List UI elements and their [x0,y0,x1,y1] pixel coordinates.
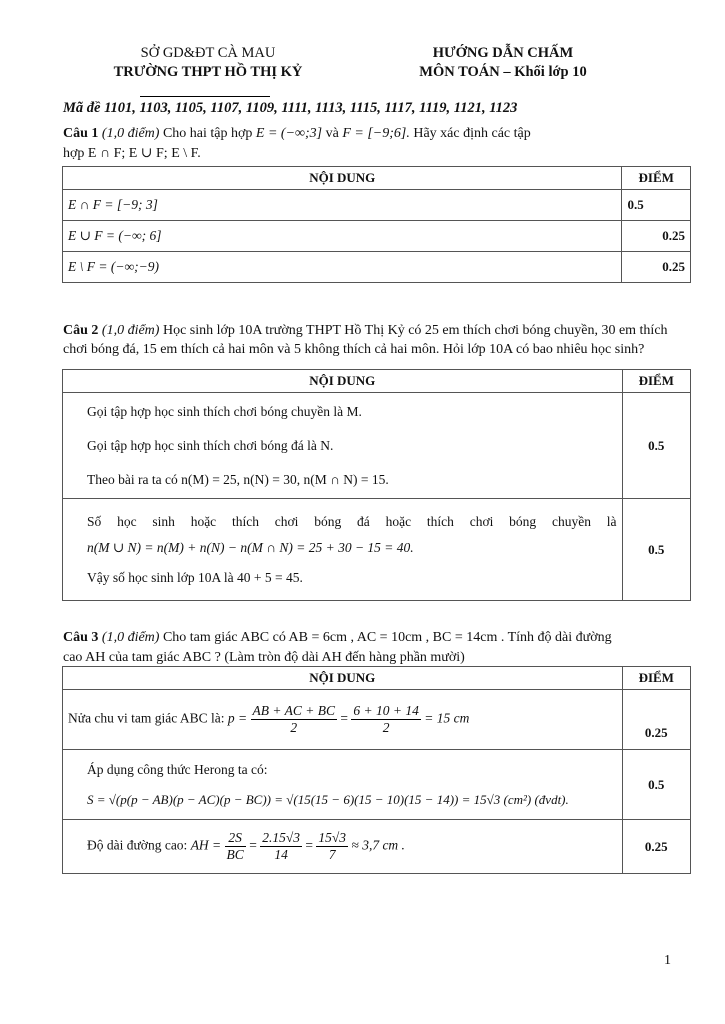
q2-row1-line2: Gọi tập hợp học sinh thích chơi bóng đá là N. [87,437,334,453]
q3-row1-p: p = [227,710,248,726]
q3-row2-formula: S = √(p(p − AB)(p − AC)(p − BC)) = √(15(15 − 6)(15 − 10)(15 − 14)) = 15√3 (cm²) (đvdt). [87,791,569,807]
q1-table [62,166,691,283]
q2-table [62,369,691,601]
q1-row1-points: 0.5 [622,190,691,221]
q1-text-c: hợp E ∩ F; E ∪ F; E \ F. [63,146,201,161]
q3-row3-frac2: $\frac{2.15√3}{14}$ [262,830,300,862]
table-row [63,499,691,601]
q2-content-header: NỘI DUNG [63,370,623,393]
q2-row1-line1: Gọi tập hợp học sinh thích chơi bóng chuyền là M. [87,403,362,419]
department-name: SỞ GD&ĐT CÀ MAU [140,45,276,61]
q2-row1-points: 0.5 [622,393,690,499]
table-row: Độ dài đường cao: AH = $\frac{2S}{BC}$ = $\frac{2.15√3}{14}$ = $\frac{15√3}{7}$ ≈ 3,7 cm . 0.25 [63,820,691,874]
q1-row2-content: E ∪ F = (−∞; 6] [63,221,622,252]
q3-row3-label: Độ dài đường cao: [87,837,188,853]
q3-points-header: ĐIỂM [622,667,690,690]
q2-row1-line3: Theo bài ra ta có n(M) = 25, n(N) = 30, n(M ∩ N) = 15. [87,471,389,487]
q3-table [62,666,691,874]
q3-row2-line1: Áp dụng công thức Herong ta có: [87,761,268,777]
doc-title: HƯỚNG DẪN CHẤM [432,45,574,61]
q3-row1-frac1: $\frac{AB + AC + BC}{2}$ [252,703,336,735]
table-row [63,393,691,499]
q2-row2-line2: n(M ∪ N) = n(M) + n(N) − n(M ∩ N) = 25 + 30 − 15 = 40. [87,539,414,555]
table-row [63,750,691,820]
q2-row2-line3: Vậy số học sinh lớp 10A là 40 + 5 = 45. [87,569,303,585]
q3-row1-frac2: $\frac{6 + 10 + 14}{2}$ [353,703,419,735]
table-row [63,252,691,283]
q3-row3-result: ≈ 3,7 cm . [351,837,405,853]
q1-text-b: Hãy xác định các tập [413,126,531,141]
title-block [388,44,618,82]
q3-row3-points: 0.25 [622,820,690,874]
q3-row3-ah: AH = [190,837,222,853]
table-row [63,190,691,221]
q3-label: Câu 3 [63,630,99,645]
header-divider [140,96,270,97]
q1-row2-points: 0.25 [622,221,691,252]
subject-grade: MÔN TOÁN – Khối lớp 10 [419,64,587,80]
q1-set-f: F = [−9;6]. [342,126,410,141]
q3-row1-label: Nửa chu vi tam giác ABC là: [68,710,225,726]
q2-row2-points: 0.5 [622,499,690,601]
q3-row1-result: = 15 cm [424,710,470,726]
q3-text-a: Cho tam giác ABC có AB = 6cm , AC = 10cm , BC = 14cm . Tính độ dài đường [162,630,612,645]
question-1 [63,124,693,164]
q3-text-b: cao AH của tam giác ABC ? (Làm tròn độ dài AH đến hàng phần mười) [63,650,465,665]
q1-text-a: Cho hai tập hợp [162,126,253,141]
school-name: TRƯỜNG THPT HỒ THỊ KỶ [113,64,303,80]
q2-text: Học sinh lớp 10A trường THPT Hồ Thị Kỷ có 25 em thích chơi bóng chuyền, 30 em thích chơi bóng đá, 15 em thích cả hai môn và 5 không thích cả hai môn. Hỏi lớp 10A có bao nhiêu học sinh? [63,323,668,357]
q1-and: và [325,126,339,141]
q1-row1-content: E ∩ F = [−9; 3] [63,190,622,221]
q3-row3-frac3: $\frac{15√3}{7}$ [318,830,347,862]
exam-codes: Mã đề 1101, 1103, 1105, 1107, 1109, 1111, 1113, 1115, 1117, 1119, 1121, 1123 [63,100,518,116]
q3-row3-frac1: $\frac{2S}{BC}$ [226,830,244,862]
table-row [63,221,691,252]
question-3 [63,628,693,668]
q3-score: (1,0 điểm) [101,630,160,645]
q1-score: (1,0 điểm) [101,126,160,141]
q1-content-header: NỘI DUNG [63,167,622,190]
q1-row3-content: E \ F = (−∞;−9) [63,252,622,283]
q3-content-header: NỘI DUNG [63,667,623,690]
q3-row2-points: 0.5 [622,750,690,820]
document-header [0,44,725,84]
q2-row2-line1: Số học sinh hoặc thích chơi bóng đá hoặc thích chơi bóng chuyền là [87,513,617,529]
table-row: Nửa chu vi tam giác ABC là: p = $\frac{AB + AC + BC}{2}$ = $\frac{6 + 10 + 14}{2}$ = 15 cm 0.25 [63,690,691,750]
q1-row3-points: 0.25 [622,252,691,283]
q1-label: Câu 1 [63,126,99,141]
q1-points-header: ĐIỂM [622,167,691,190]
q2-points-header: ĐIỂM [622,370,690,393]
q2-label: Câu 2 [63,323,99,338]
question-2 [63,321,693,359]
school-block [88,44,328,82]
q3-row1-points: 0.25 [622,690,690,750]
q1-set-e: E = (−∞;3] [255,126,323,141]
q2-score: (1,0 điểm) [101,323,160,338]
page-number: 1 [664,953,671,968]
